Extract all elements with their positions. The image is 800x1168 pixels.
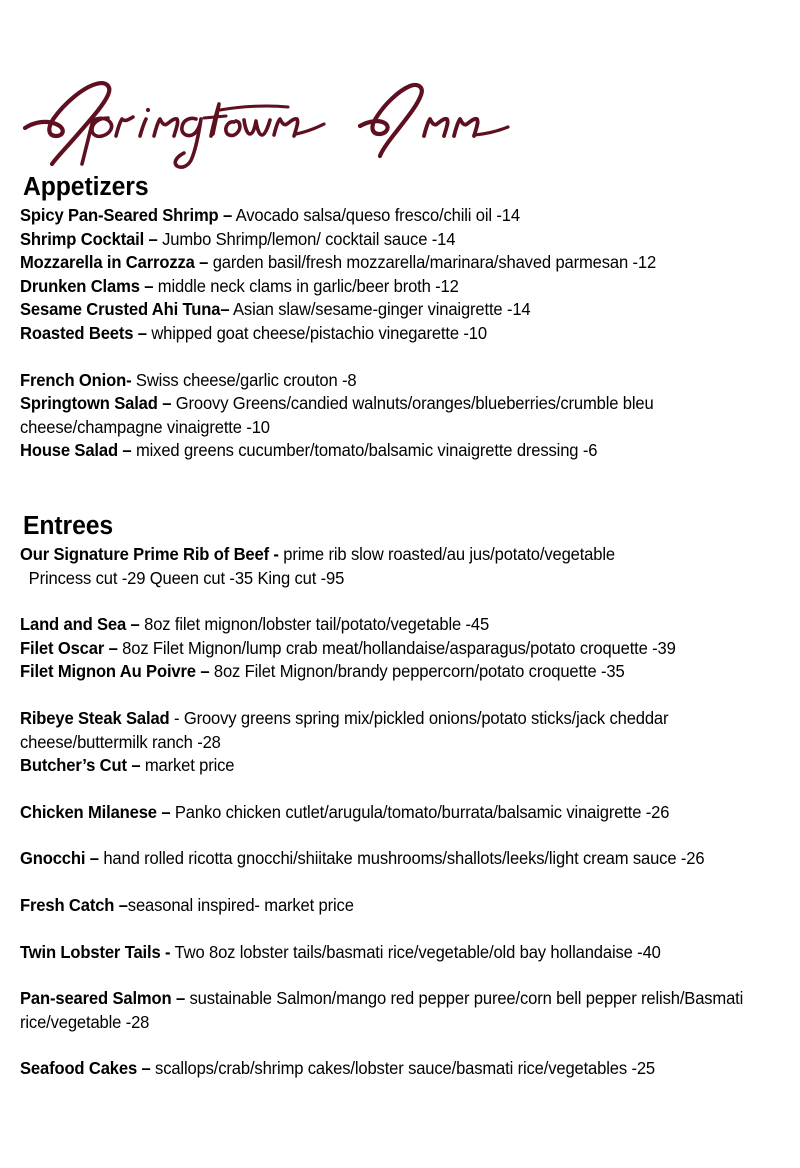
menu-group-steaks bbox=[20, 613, 782, 684]
menu-item-name: Gnocchi – bbox=[20, 848, 99, 869]
menu-item-description: market price bbox=[140, 755, 235, 776]
menu-item-name: Our Signature Prime Rib of Beef - bbox=[20, 544, 279, 565]
menu-item-description: Asian slaw/sesame-ginger vinaigrette -14 bbox=[229, 299, 531, 320]
menu-group-twin-lobster-tails bbox=[20, 941, 782, 965]
menu-item-description: hand rolled ricotta gnocchi/shiitake mushrooms/shallots/leeks/light cream sauce -26 bbox=[98, 848, 705, 869]
group-spacer bbox=[20, 778, 782, 801]
section-spacer bbox=[20, 463, 782, 511]
springtown-inn-script-logo bbox=[20, 74, 565, 170]
menu-group-steak-salad-butcher bbox=[20, 707, 782, 778]
menu-group-fresh-catch bbox=[20, 894, 782, 918]
menu-item-description: - Groovy greens spring mix/pickled onions/potato sticks/jack cheddar cheese/buttermilk ranch -28 bbox=[20, 708, 669, 752]
menu-item-name: House Salad – bbox=[20, 440, 132, 461]
menu-group-seafood-cakes bbox=[20, 1057, 782, 1081]
menu-item-name: Butcher’s Cut – bbox=[20, 755, 141, 776]
menu-content bbox=[20, 172, 782, 1081]
menu-item bbox=[20, 613, 755, 637]
menu-item-name: Springtown Salad – bbox=[20, 393, 172, 414]
group-spacer bbox=[20, 1034, 782, 1057]
menu-item bbox=[20, 1057, 755, 1081]
menu-item-name: Filet Mignon Au Poivre – bbox=[20, 661, 210, 682]
group-spacer bbox=[20, 964, 782, 987]
menu-item bbox=[20, 894, 755, 918]
menu-item bbox=[20, 228, 755, 252]
menu-item-description: sustainable Salmon/mango red pepper puree/corn bell pepper relish/Basmati rice/vegetable -28 bbox=[20, 988, 744, 1032]
menu-item-name: Filet Oscar – bbox=[20, 637, 118, 658]
menu-item-description: garden basil/fresh mozzarella/marinara/shaved parmesan -12 bbox=[208, 252, 657, 273]
section-heading-entrees: Entrees bbox=[23, 512, 114, 541]
menu-item bbox=[20, 660, 755, 684]
menu-item-name: Twin Lobster Tails - bbox=[20, 941, 171, 962]
menu-item bbox=[20, 847, 755, 871]
menu-item-name: French Onion- bbox=[20, 369, 132, 390]
menu-item bbox=[20, 439, 755, 463]
menu-item-description: Swiss cheese/garlic crouton -8 bbox=[131, 369, 357, 390]
menu-item-description: scallops/crab/shrimp cakes/lobster sauce/basmati rice/vegetables -25 bbox=[150, 1058, 656, 1079]
menu-item bbox=[20, 987, 755, 1034]
menu-item bbox=[20, 322, 755, 346]
group-spacer bbox=[20, 824, 782, 847]
menu-item bbox=[20, 941, 755, 965]
menu-item-description: mixed greens cucumber/tomato/balsamic vinaigrette dressing -6 bbox=[131, 440, 598, 461]
menu-item-description: Princess cut -29 Queen cut -35 King cut -95 bbox=[28, 567, 345, 588]
menu-item bbox=[20, 298, 755, 322]
menu-item-description: Panko chicken cutlet/arugula/tomato/burrata/balsamic vinaigrette -26 bbox=[170, 801, 670, 822]
menu-item bbox=[20, 204, 755, 228]
menu-item-name: Fresh Catch – bbox=[20, 895, 128, 916]
menu-item bbox=[20, 251, 755, 275]
menu-item-description: 8oz Filet Mignon/lump crab meat/hollandaise/asparagus/potato croquette -39 bbox=[117, 637, 676, 658]
menu-group-appetizers-main bbox=[20, 204, 782, 346]
group-spacer bbox=[20, 918, 782, 941]
menu-group-chicken-milanese bbox=[20, 801, 782, 825]
menu-item-description: middle neck clams in garlic/beer broth -12 bbox=[153, 275, 459, 296]
menu-item-name: Roasted Beets – bbox=[20, 323, 147, 344]
group-spacer bbox=[20, 590, 782, 613]
group-spacer bbox=[20, 871, 782, 894]
menu-item-name: Ribeye Steak Salad bbox=[20, 708, 170, 729]
menu-item bbox=[20, 637, 755, 661]
menu-item-cuts bbox=[20, 567, 755, 591]
menu-item-description: seasonal inspired- market price bbox=[127, 895, 354, 916]
menu-item bbox=[20, 543, 755, 567]
menu-item-name: Sesame Crusted Ahi Tuna– bbox=[20, 299, 230, 320]
menu-item bbox=[20, 392, 755, 439]
menu-item-name: Shrimp Cocktail – bbox=[20, 228, 158, 249]
menu-item bbox=[20, 754, 755, 778]
menu-item-name: Land and Sea – bbox=[20, 614, 140, 635]
menu-item-description: Jumbo Shrimp/lemon/ cocktail sauce -14 bbox=[157, 228, 456, 249]
menu-item-description: 8oz filet mignon/lobster tail/potato/vegetable -45 bbox=[139, 614, 490, 635]
menu-item-description: prime rib slow roasted/au jus/potato/vegetable bbox=[278, 544, 615, 565]
menu-item-description: Groovy Greens/candied walnuts/oranges/blueberries/crumble bleu cheese/champagne vinaigrette -10 bbox=[20, 393, 654, 437]
menu-item bbox=[20, 369, 755, 393]
menu-item bbox=[20, 707, 755, 754]
menu-item-name: Spicy Pan-Seared Shrimp – bbox=[20, 205, 233, 226]
menu-item bbox=[20, 275, 755, 299]
menu-group-gnocchi bbox=[20, 847, 782, 871]
menu-group-pan-seared-salmon bbox=[20, 987, 782, 1034]
menu-item-name: Drunken Clams – bbox=[20, 275, 154, 296]
restaurant-logo bbox=[20, 74, 620, 170]
menu-item-name: Mozzarella in Carrozza – bbox=[20, 252, 209, 273]
menu-item-description: Two 8oz lobster tails/basmati rice/vegetable/old bay hollandaise -40 bbox=[170, 941, 661, 962]
menu-item-name: Pan-seared Salmon – bbox=[20, 988, 186, 1009]
menu-item-description: Avocado salsa/queso fresco/chili oil -14 bbox=[232, 205, 520, 226]
group-spacer bbox=[20, 684, 782, 707]
group-spacer bbox=[20, 346, 782, 369]
section-heading-appetizers: Appetizers bbox=[23, 173, 149, 201]
menu-item-description: whipped goat cheese/pistachio vinegarette -10 bbox=[146, 323, 487, 344]
menu-item-description: 8oz Filet Mignon/brandy peppercorn/potato croquette -35 bbox=[209, 661, 625, 682]
menu-group-soups-salads bbox=[20, 369, 782, 463]
menu-item-name: Chicken Milanese – bbox=[20, 801, 171, 822]
menu-item bbox=[20, 801, 755, 825]
menu-item-name: Seafood Cakes – bbox=[20, 1058, 151, 1079]
menu-group-prime-rib bbox=[20, 543, 782, 590]
